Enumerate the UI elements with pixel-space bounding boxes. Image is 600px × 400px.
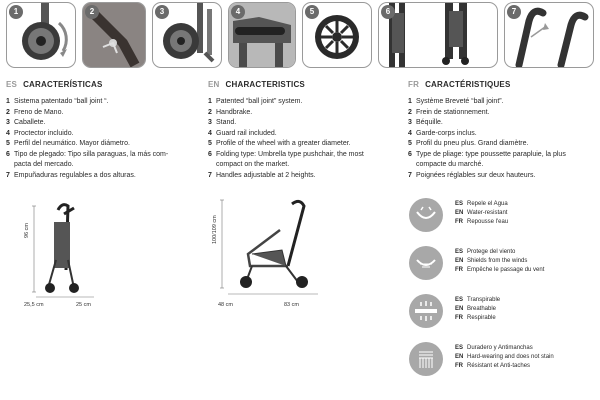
thumbnail-number: 4 (231, 5, 245, 19)
characteristics-list (6, 97, 206, 181)
list-item: 6 Folding type: Umbrella type pushchair, the most (208, 150, 364, 158)
feature-label-fr: Empêche le passage du vent (467, 267, 545, 273)
thumbnail-number: 7 (507, 5, 521, 19)
list-item: 4 Guard rail included. (208, 129, 277, 137)
open-stroller-diagram (218, 196, 328, 300)
feature-label-fr: Repousse l'eau (467, 219, 509, 225)
folded-depth-label: 25 cm (76, 302, 91, 308)
thumbnail-number: 3 (155, 5, 169, 19)
feature-label-en: Water-resistant (467, 210, 508, 216)
list-item: 6 Type de pliage: type poussette parapluie, la plus (408, 150, 566, 158)
characteristics-list (208, 97, 404, 181)
wind-icon (409, 246, 443, 280)
characteristics-fr (408, 80, 598, 181)
list-item: 3 Béquille. (408, 119, 443, 126)
section-title: CHARACTERISTICS (225, 80, 305, 89)
section-heading (208, 80, 404, 89)
feature-label-es: Repele el Agua (467, 201, 508, 207)
list-item: 6 Tipo de plegado: Tipo silla paraguas, la más com- (6, 150, 169, 158)
folded-height-label: 96 cm (24, 223, 30, 238)
thumbnail-stand (152, 2, 222, 68)
open-stroller-icon (218, 196, 328, 300)
thumbnail-handbrake (82, 2, 146, 68)
thumbnail-number: 6 (381, 5, 395, 19)
list-item: 3 Stand. (208, 119, 237, 126)
feature-label-fr: Respirable (467, 315, 496, 321)
characteristics-list (408, 97, 598, 181)
section-heading (408, 80, 598, 89)
language-code: EN (208, 80, 220, 89)
feature-label-en: Shields from the winds (467, 258, 528, 264)
feature-label-es: Transpirable (467, 297, 501, 303)
list-item: 5 Perfil del neumático. Mayor diámetro. (6, 140, 130, 147)
breathable-icon (409, 294, 443, 328)
thumbnail-folding (378, 2, 498, 68)
list-item: 7 Poignées réglables sur deux hauteurs. (408, 171, 536, 179)
thumbnail-number: 1 (9, 5, 23, 19)
feature-label-en: Hard-wearing and does not stain (467, 354, 554, 360)
thumbnail-number: 2 (85, 5, 99, 19)
thumbnail-guard-rail (228, 2, 296, 68)
language-code: FR (408, 80, 420, 89)
open-depth-label: 83 cm (284, 302, 299, 308)
list-item: compact on the market. (216, 161, 290, 168)
feature-label-en: Breathable (467, 306, 497, 312)
list-item: 1 Système Breveté “ball joint”. (408, 98, 504, 105)
thumbnail-handles (504, 2, 594, 68)
list-item: 7 Handles adjustable at 2 heights. (208, 171, 316, 179)
list-item: 5 Profile of the wheel with a greater diameter. (208, 140, 351, 147)
list-item: pacta del mercado. (14, 161, 74, 168)
list-item: 1 Sistema patentado “ball joint “. (6, 98, 109, 105)
characteristics-en (208, 80, 404, 181)
section-title: CARACTERÍSTICAS (23, 80, 103, 89)
thumbnail-number: 5 (305, 5, 319, 19)
feature-breathable: ES Transpirable EN Breathable FR Respirable (409, 294, 599, 334)
thumbnail-wheel-profile (302, 2, 372, 68)
folded-stroller-diagram (30, 200, 100, 300)
feature-durable: ES Duradero y Antimanchas EN Hard-wearing and does not stain FR Résistant et Anti-taches (409, 342, 599, 382)
list-item: 4 Garde-corps inclus. (408, 129, 477, 137)
list-item: 5 Profil du pneu plus. Grand diamètre. (408, 140, 529, 147)
feature-thumbnail-strip (6, 2, 596, 68)
list-item: 2 Frein de stationnement. (408, 108, 490, 116)
feature-wind-shield: ES Protege del viento EN Shields from the winds FR Empêche le passage du vent (409, 246, 599, 286)
list-item: 2 Handbrake. (208, 108, 253, 116)
fabric-icon (409, 342, 443, 376)
folded-width-label: 25,5 cm (24, 302, 44, 308)
feature-water-resistant: ES Repele el Agua EN Water-resistant FR Repousse l'eau (409, 198, 599, 238)
section-heading (6, 80, 206, 89)
characteristics-es (6, 80, 206, 181)
folded-stroller-icon (379, 3, 497, 67)
list-item: 4 Proctector incluido. (6, 129, 74, 137)
thumbnail-ball-joint (6, 2, 76, 68)
open-height-label: 100/109 cm (212, 215, 218, 244)
feature-label-es: Protege del viento (467, 249, 516, 255)
water-drop-icon (409, 198, 443, 232)
folded-stroller-icon (30, 200, 100, 300)
feature-label-es: Duradero y Antimanchas (467, 345, 533, 351)
list-item: 7 Empuñaduras regulables a dos alturas. (6, 171, 136, 179)
open-width-label: 48 cm (218, 302, 233, 308)
list-item: compacte du marché. (416, 161, 484, 168)
list-item: 1 Patented “ball joint” system. (208, 98, 303, 105)
feature-label-fr: Résistant et Anti-taches (467, 363, 531, 369)
language-code: ES (6, 80, 18, 89)
list-item: 3 Caballete. (6, 119, 46, 126)
list-item: 2 Freno de Mano. (6, 108, 64, 116)
section-title: CARACTÉRISTIQUES (425, 80, 511, 89)
